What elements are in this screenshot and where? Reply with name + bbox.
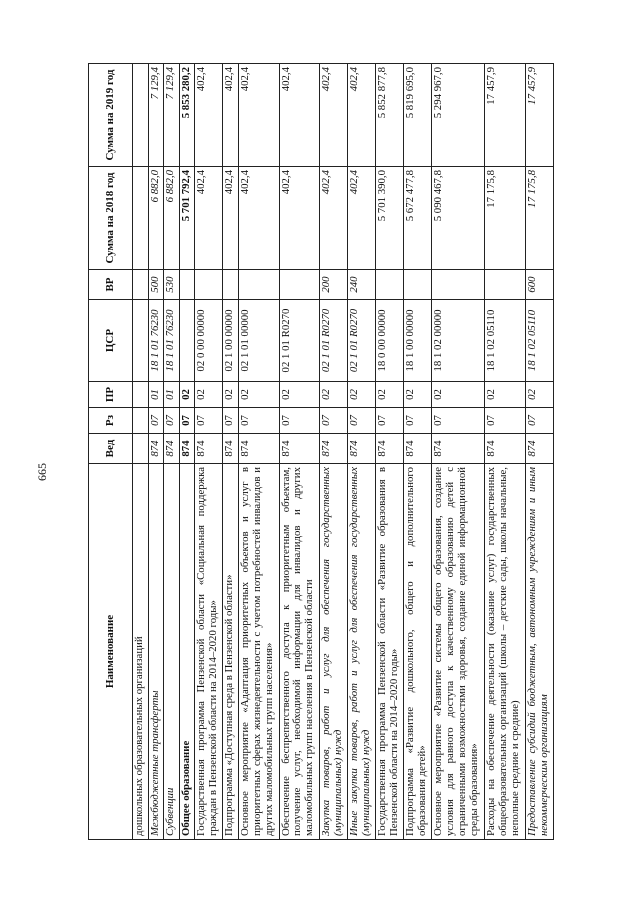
header-vr: ВР: [89, 270, 133, 300]
cell-sum-2019: 5 853 280,2: [179, 64, 195, 167]
cell-sum-2019: 402,4: [223, 64, 239, 167]
cell-pr: 02: [223, 382, 239, 408]
table-row: [148, 64, 164, 840]
cell-sum-2019: 402,4: [195, 64, 223, 167]
cell-vr: [223, 270, 239, 300]
cell-ved: 874: [485, 434, 526, 464]
cell-ved: 874: [279, 434, 320, 464]
cell-vr: [179, 270, 195, 300]
table-row: [376, 64, 404, 840]
cell-name: Обеспечение беспрепятственного доступа к приоритетным объектам, получение услуг, необходимой информации для инвалидов и других маломобильных групп населения в Пензенской области: [279, 464, 320, 840]
cell-pr: [133, 382, 149, 408]
cell-csr: 02 1 00 00000: [223, 300, 239, 382]
cell-sum-2019: [133, 64, 149, 167]
cell-sum-2018: 402,4: [195, 167, 223, 270]
cell-csr: 02 1 01 00000: [239, 300, 280, 382]
cell-vr: [195, 270, 223, 300]
cell-rz: 07: [485, 408, 526, 434]
cell-rz: 07: [239, 408, 280, 434]
cell-rz: [133, 408, 149, 434]
cell-pr: 02: [320, 382, 348, 408]
cell-sum-2018: 17 175,8: [485, 167, 526, 270]
header-pr: ПР: [89, 382, 133, 408]
budget-table: [88, 63, 554, 840]
cell-csr: 02 0 00 00000: [195, 300, 223, 382]
cell-ved: 874: [404, 434, 432, 464]
cell-rz: 07: [148, 408, 164, 434]
table-row: [279, 64, 320, 840]
cell-vr: [432, 270, 485, 300]
table-row: [485, 64, 526, 840]
cell-ved: [133, 434, 149, 464]
cell-name: Межбюджетные трансферты: [148, 464, 164, 840]
cell-rz: 07: [279, 408, 320, 434]
cell-pr: 02: [348, 382, 376, 408]
table-row: [179, 64, 195, 840]
cell-rz: 07: [376, 408, 404, 434]
cell-csr: [179, 300, 195, 382]
page-number: 665: [35, 463, 49, 481]
cell-pr: 02: [485, 382, 526, 408]
table-row: [432, 64, 485, 840]
cell-name: Государственная программа Пензенской области «Социальная поддержка граждан в Пензенской области на 2014–2020 годы»: [195, 464, 223, 840]
cell-pr: 02: [279, 382, 320, 408]
header-sum-2018: Сумма на 2018 год: [89, 167, 133, 270]
cell-csr: 18 1 02 05110: [525, 300, 553, 382]
header-sum-2019: Сумма на 2019 год: [89, 64, 133, 167]
cell-sum-2018: 17 175,8: [525, 167, 553, 270]
cell-name: Основное мероприятие «Развитие системы общего образования, создание условия для равного доступа к качественному образованию детей с ограниченными возможностями здоровья, создание единой информационной среды образования»: [432, 464, 485, 840]
table-row: [223, 64, 239, 840]
cell-rz: 07: [164, 408, 180, 434]
cell-ved: 874: [525, 434, 553, 464]
cell-sum-2018: [133, 167, 149, 270]
header-rz: Рз: [89, 408, 133, 434]
cell-ved: 874: [148, 434, 164, 464]
cell-sum-2019: 402,4: [239, 64, 280, 167]
cell-pr: 02: [432, 382, 485, 408]
cell-csr: 18 1 01 76230: [164, 300, 180, 382]
cell-vr: [404, 270, 432, 300]
cell-vr: 600: [525, 270, 553, 300]
cell-ved: 874: [164, 434, 180, 464]
cell-rz: 07: [195, 408, 223, 434]
cell-name: Подпрограмма «Доступная среда в Пензенской области»: [223, 464, 239, 840]
cell-sum-2018: 5 672 477,8: [404, 167, 432, 270]
cell-csr: [133, 300, 149, 382]
header-csr: ЦСР: [89, 300, 133, 382]
cell-pr: 02: [376, 382, 404, 408]
cell-sum-2018: 402,4: [239, 167, 280, 270]
cell-ved: 874: [348, 434, 376, 464]
cell-rz: 07: [320, 408, 348, 434]
header-row: [89, 64, 133, 840]
cell-ved: 874: [239, 434, 280, 464]
header-ved: Вед: [89, 434, 133, 464]
cell-sum-2018: 6 882,0: [164, 167, 180, 270]
cell-ved: 874: [223, 434, 239, 464]
cell-name: Предоставление субсидий бюджетным, автономным учреждениям и иным некоммерческим организациям: [525, 464, 553, 840]
cell-name: Закупка товаров, работ и услуг для обеспечения государственных (муниципальных) нужд: [320, 464, 348, 840]
cell-vr: 240: [348, 270, 376, 300]
cell-rz: 07: [179, 408, 195, 434]
cell-vr: [239, 270, 280, 300]
cell-sum-2019: 5 852 877,8: [376, 64, 404, 167]
cell-sum-2018: 6 882,0: [148, 167, 164, 270]
cell-sum-2019: 402,4: [348, 64, 376, 167]
cell-pr: 02: [525, 382, 553, 408]
cell-rz: 07: [432, 408, 485, 434]
cell-rz: 07: [223, 408, 239, 434]
cell-csr: 18 1 01 76230: [148, 300, 164, 382]
cell-pr: 01: [164, 382, 180, 408]
table-row: [164, 64, 180, 840]
cell-sum-2019: 5 294 967,0: [432, 64, 485, 167]
cell-rz: 07: [525, 408, 553, 434]
cell-sum-2019: 7 129,4: [164, 64, 180, 167]
cell-vr: [376, 270, 404, 300]
cell-pr: 02: [195, 382, 223, 408]
cell-csr: 18 0 00 00000: [376, 300, 404, 382]
cell-sum-2018: 5 701 390,0: [376, 167, 404, 270]
cell-pr: 01: [148, 382, 164, 408]
rotated-page: [70, 52, 570, 852]
table-body: [133, 64, 554, 840]
cell-name: Общее образование: [179, 464, 195, 840]
cell-sum-2018: 5 701 792,4: [179, 167, 195, 270]
cell-sum-2018: 402,4: [320, 167, 348, 270]
cell-ved: 874: [432, 434, 485, 464]
cell-sum-2019: 7 129,4: [148, 64, 164, 167]
cell-pr: 02: [239, 382, 280, 408]
cell-name: Государственная программа Пензенской области «Развитие образования в Пензенской области на 2014–2020 годы»: [376, 464, 404, 840]
cell-pr: 02: [404, 382, 432, 408]
cell-rz: 07: [404, 408, 432, 434]
cell-sum-2018: 402,4: [223, 167, 239, 270]
table-row: [525, 64, 553, 840]
cell-sum-2019: 5 819 695,0: [404, 64, 432, 167]
cell-ved: 874: [179, 434, 195, 464]
cell-name: Иные закупки товаров, работ и услуг для обеспечения государственных (муниципальных) нужд: [348, 464, 376, 840]
cell-pr: 02: [179, 382, 195, 408]
header-name: Наименование: [89, 464, 133, 840]
cell-name: дошкольных образовательных организаций: [133, 464, 149, 840]
cell-csr: 02 1 01 R0270: [348, 300, 376, 382]
table-row: [348, 64, 376, 840]
cell-sum-2019: 402,4: [279, 64, 320, 167]
cell-name: Основное мероприятие «Адаптация приоритетных объектов и услуг в приоритетных сферах жизнедеятельности с учетом потребностей инвалидов и других маломобильных групп населения»: [239, 464, 280, 840]
cell-vr: 200: [320, 270, 348, 300]
cell-rz: 07: [348, 408, 376, 434]
cell-sum-2019: 17 457,9: [485, 64, 526, 167]
table-row: [404, 64, 432, 840]
cell-csr: 18 1 02 00000: [432, 300, 485, 382]
table-row: [195, 64, 223, 840]
cell-csr: 02 1 01 R0270: [320, 300, 348, 382]
cell-ved: 874: [376, 434, 404, 464]
cell-vr: [133, 270, 149, 300]
cell-sum-2018: 402,4: [348, 167, 376, 270]
cell-csr: 18 1 02 05110: [485, 300, 526, 382]
table-row: [320, 64, 348, 840]
cell-sum-2019: 402,4: [320, 64, 348, 167]
table-row: [239, 64, 280, 840]
cell-vr: [279, 270, 320, 300]
cell-sum-2019: 17 457,9: [525, 64, 553, 167]
cell-vr: 500: [148, 270, 164, 300]
cell-sum-2018: 5 090 467,8: [432, 167, 485, 270]
cell-csr: 18 1 00 00000: [404, 300, 432, 382]
table-row: [133, 64, 149, 840]
cell-name: Субвенции: [164, 464, 180, 840]
cell-ved: 874: [320, 434, 348, 464]
cell-vr: [485, 270, 526, 300]
cell-sum-2018: 402,4: [279, 167, 320, 270]
cell-name: Подпрограмма «Развитие дошкольного, общего и дополнительного образования детей»: [404, 464, 432, 840]
cell-ved: 874: [195, 434, 223, 464]
cell-name: Расходы на обеспечение деятельности (оказание услуг) государственных общеобразовательных организаций (школы – детские сады, школы начальные, неполные средние и средние): [485, 464, 526, 840]
cell-csr: 02 1 01 R0270: [279, 300, 320, 382]
cell-vr: 530: [164, 270, 180, 300]
